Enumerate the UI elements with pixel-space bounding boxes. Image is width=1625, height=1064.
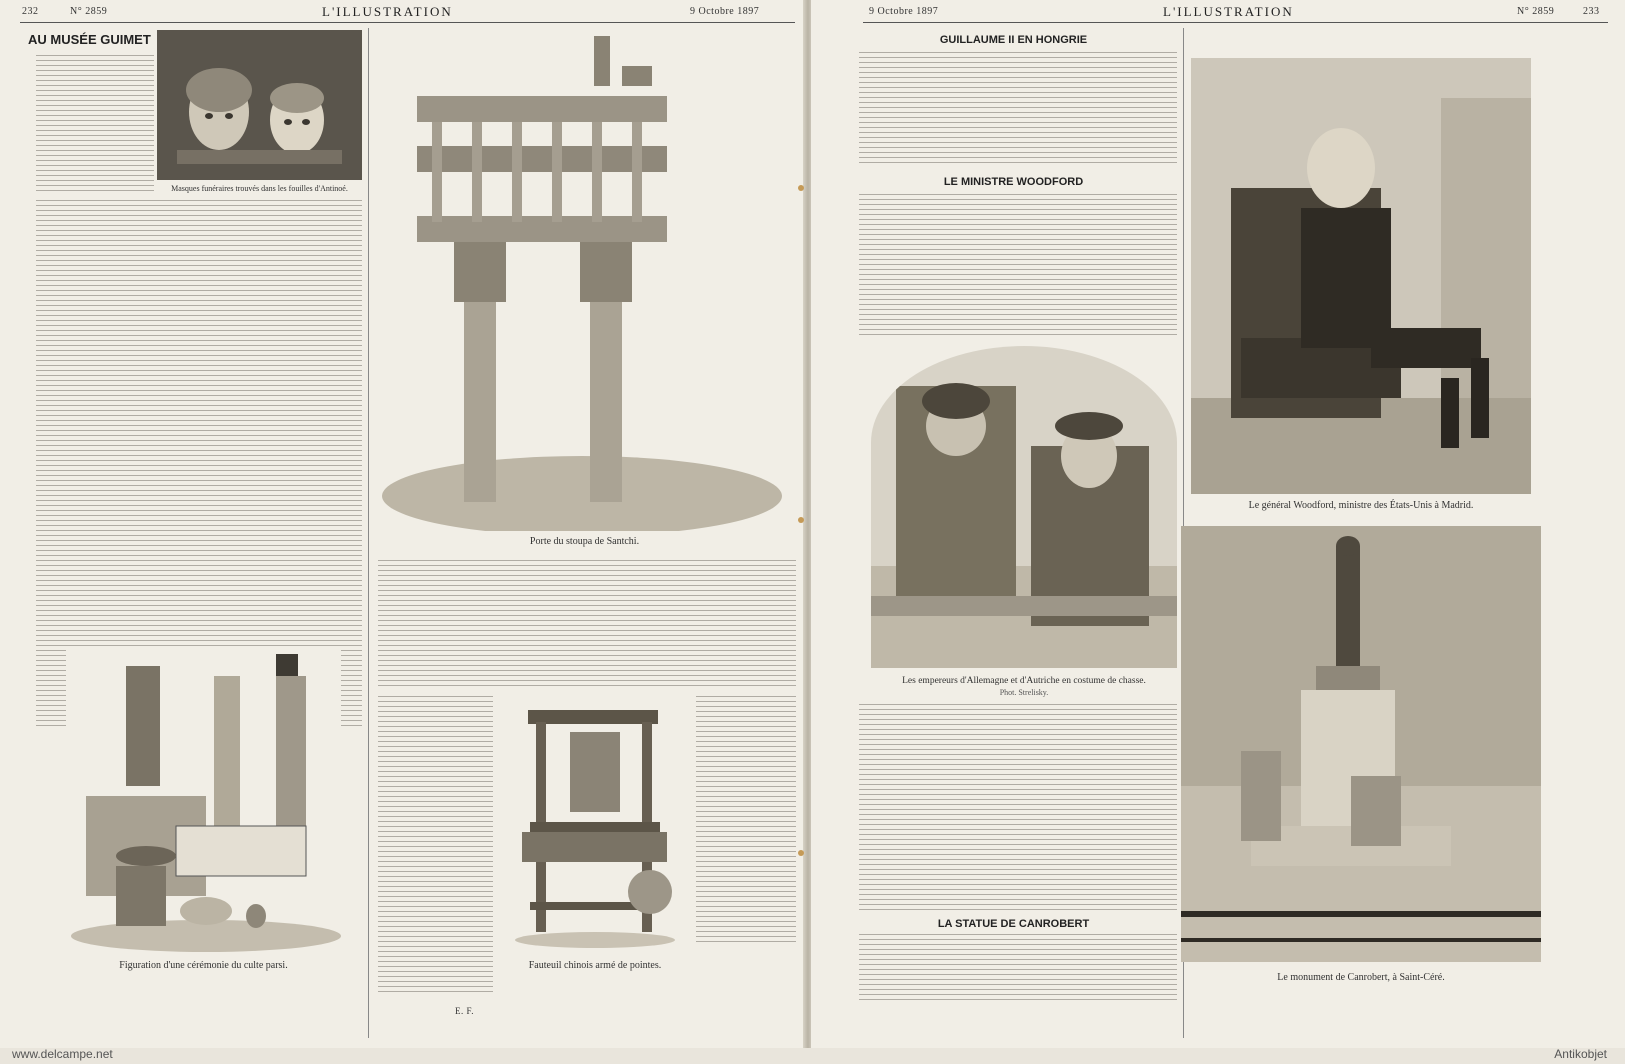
right-header-rule: [863, 22, 1608, 23]
caption-masks: Masques funéraires trouvés dans les fouilles d'Antinoé.: [171, 184, 348, 193]
caption-canrobert: Le monument de Canrobert, à Saint-Céré.: [1277, 972, 1445, 983]
emperors-photo: [871, 346, 1177, 668]
masks-illustration: [157, 30, 362, 180]
binding-hole: [798, 850, 804, 856]
left-issue-number: N° 2859: [70, 6, 108, 17]
article-text-column-2b: [378, 696, 493, 996]
right-page: [811, 0, 1625, 1048]
article-signature: E. F.: [455, 1006, 475, 1016]
text-ministre-woodford-a: [859, 194, 1177, 339]
caption-woodford: Le général Woodford, ministre des États-Unis à Madrid.: [1248, 500, 1474, 511]
article-text-column-1a: [36, 55, 154, 195]
parsi-ceremony-illustration: [66, 646, 341, 954]
heading-ministre-woodford: LE MINISTRE WOODFORD: [943, 176, 1084, 188]
text-guillaume-hongrie: [859, 52, 1177, 167]
left-header-rule: [20, 22, 795, 23]
right-date: 9 Octobre 1897: [869, 6, 939, 17]
column-divider-left: [368, 28, 369, 1038]
article-text-column-2c: [696, 696, 796, 946]
caption-emperors-credit: Phot. Strelisky.: [999, 688, 1049, 697]
heading-statue-canrobert: LA STATUE DE CANROBERT: [937, 918, 1090, 930]
santchi-gate-illustration: [372, 26, 797, 531]
text-ministre-woodford-b: [859, 704, 1177, 914]
binding-hole: [798, 185, 804, 191]
right-page-number: 233: [1583, 6, 1600, 17]
right-masthead: L'ILLUSTRATION: [1163, 4, 1294, 19]
binding-hole: [798, 517, 804, 523]
caption-emperors: Les empereurs d'Allemagne et d'Autriche en costume de chasse.: [902, 676, 1146, 686]
article-title-guimet: AU MUSÉE GUIMET: [28, 32, 151, 47]
caption-parsi-ceremony: Figuration d'une cérémonie du culte parsi.: [119, 960, 288, 971]
left-masthead: L'ILLUSTRATION: [322, 4, 453, 19]
left-page: [0, 0, 805, 1048]
article-text-column-2a: [378, 560, 796, 690]
chinese-chair-illustration: [500, 702, 690, 952]
left-page-number: 232: [22, 6, 39, 17]
right-issue-number: N° 2859: [1517, 6, 1555, 17]
watermark-delcampe: www.delcampe.net: [12, 1047, 113, 1061]
caption-chinese-chair: Fauteuil chinois armé de pointes.: [528, 960, 662, 971]
caption-santchi-gate: Porte du stoupa de Santchi.: [529, 536, 640, 547]
left-date: 9 Octobre 1897: [690, 6, 760, 17]
text-statue-canrobert: [859, 934, 1177, 1004]
woodford-portrait-photo: [1191, 58, 1531, 494]
watermark-antikobjet: Antikobjet: [1554, 1047, 1607, 1061]
canrobert-monument-photo: [1181, 526, 1541, 962]
heading-guillaume-hongrie: GUILLAUME II EN HONGRIE: [939, 34, 1088, 46]
